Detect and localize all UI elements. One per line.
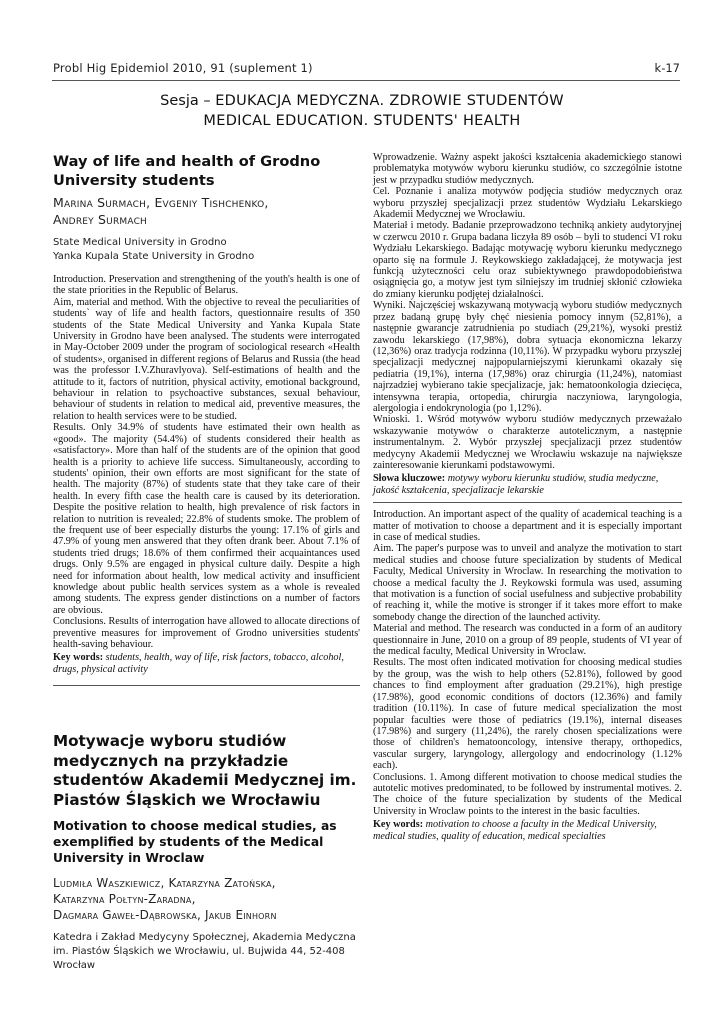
article2-affil-1: Katedra i Zakład Medycyny Społecznej, Akademia Medyczna — [53, 932, 356, 944]
article2-en-conclusions: Conclusions. 1. Among different motivation to choose medical studies the autotelic motives predominated, to be followed by instrumental motives. 2. The choice of the future specialization by students of the Medical University in Wroclaw points to the interest in the basic faculties. — [373, 771, 682, 817]
article2-subtitle: Motivation to choose medical studies, as exemplified by students of the Medical University in Wroclaw — [53, 819, 337, 866]
article2-authors-line2: Katarzyna Połtyn-Zaradna, — [53, 892, 196, 907]
article2-pl-method: Materiał i metody. Badanie przeprowadzono techniką ankiety audytoryjnej w czerwcu 2010 r. Grupa badana liczyła 89 osób – byli to studenci VI roku Wydziału Lekarskiego. Badając motywację wyboru kierunku medycznego oparto się na formule J. Reykowskiego zakładającej, że motywacja jest funkcją użyteczności celu oraz subiektywnego prawdopodobieństwa osiągnięcia go, a motyw jest tym silniejszy im trudniej skłonić człowieka do zmiany kierunku podjętej działalności. — [373, 220, 682, 300]
article1-conclusions: Conclusions. Results of interrogation have allowed to allocate directions of preventive measures for improvement of Grodno universities students' health-saving behaviour. — [53, 616, 360, 650]
article2-pl-keywords-label: Słowa kluczowe: — [373, 473, 446, 485]
left-column — [53, 152, 360, 973]
article1-keywords-label: Key words: — [53, 652, 104, 664]
article2-pl-aim: Cel. Poznanie i analiza motywów podjęcia studiów medycznych oraz wyboru przyszłej specjalizacji przez studentów Wydziału Lekarskiego Akademii Medycznej we Wrocławiu. — [373, 186, 682, 221]
article2-heading-block — [53, 732, 360, 973]
article1-results: Results. Only 34.9% of students have estimated their own health as «good». The majority (54.4%) of students considered their health as «satisfactory». More than half of the students are of the opinion that good health is a priority to achieve life success. Simultaneously, according to students' opinion, their own efforts are most significant for the state of health. The majority (87%) of students state that they take care of their health. In every fifth case the health care is caused by its deterioration. Despite the positive relation to health, high prevalence of risk factors in relation to nutrition is revealed; 22.8% of students smoke. The problem of the frequent use of beer especially disturbs the young: 17.1% of girls and 47.9% of young men answered that they often drank beer. About 7.1% of students tried drugs; 18.6% of them confirmed their acquaintances used drugs. Only 9.5% are engaged in physical culture daily. Despite a high need for information about health, low medical activity and insufficient knowledge about public health services system as a whole is revealed among students. The express gender distinctions on a number of factors are obvious. — [53, 422, 360, 616]
article1-abstract — [53, 274, 360, 675]
article2-title: Motywacje wyboru studiów medycznych na przykładzie studentów Akademii Medycznej im. Piastów Śląskich we Wrocławiu — [53, 732, 357, 809]
article1-aim: Aim, material and method. With the objective to reveal the peculiarities of students` way of life and health factors, questionnaire results of 350 students of the State Medical University and Yanka Kupala State University in Grodno have been analysed. The students were interrogated in May-October 2009 under the program of sociological research «Health of students», organised in different regions of Belarus and Russia (the head was the professor I.V.Zhuravlyova). Self-estimations of health and the attitude to it, factors of nutrition, physical activity, emotional background, behaviour in relation to psychoactive substances, sexual behaviour, behaviour of students in relation to medical aid, preventive measures, the relation to health services were to be studied. — [53, 296, 360, 422]
article2-authors-line3: Dagmara Gaweł-Dąbrowska, Jakub Einhorn — [53, 908, 277, 923]
article2-en-results: Results. The most often indicated motivation for choosing medical studies by the group, was the wish to help others (52.81%), followed by good chances to find employment after graduation (29.21%), high prestige (17.98%), good economic conditions of doctors (12.36%) and family tradition (10.11%). In case of future medical specialization the most popular faculties were those of pediatrics (19.1%), internal diseases (17.98%) and surgery (11,24%), the rarely chosen specializations were those of children's hematooncology, intensive therapy, orthopedics, vascular surgery, laryngology, allergology and endocrinology (1.12% each). — [373, 657, 682, 772]
article1-keywords — [53, 652, 360, 675]
article1-title: Way of life and health of Grodno University students — [53, 153, 321, 189]
article1-keywords-text: students, health, way of life, risk factors, tobacco, alcohol, drugs, physical activity — [53, 652, 344, 675]
article-divider-left — [53, 685, 360, 686]
header-divider — [52, 80, 680, 81]
session-title-pl: EDUKACJA MEDYCZNA. ZDROWIE STUDENTÓW — [215, 93, 564, 109]
article2-en-method: Material and method. The research was conducted in a form of an auditory questionnaire in June, 2010 on a group of 89 people, students of VI year of the medical faculty, Medical University in Wroclaw. — [373, 623, 682, 658]
language-divider — [373, 502, 682, 503]
article2-pl-results: Wyniki. Najczęściej wskazywaną motywacją wyboru studiów medycznych przez badaną grupę były chęć niesienia pomocy innym (52,81%), a następnie gwarancje zatrudnienia po studiach (29,21%), wysoki prestiż zawodu lekarskiego (17,98%), dobra sytuacja ekonomiczna lekarzy (12,36%) oraz tradycja rodzinna (10,11%). W przypadku wyboru przyszłej specjalizacji medycznej najpopularniejszymi kierunkami okazały się pediatria (19,1%), interna (17,98%) oraz chirurgia (11,24%), natomiast najrzadziej wybierano takie specjalizacje, jak: hematoonkologia dziecięca, intensywna terapia, ortopedia, chirurgia naczyniowa, laryngologia, alergologia i endokrynologia (po 1,12%). — [373, 300, 682, 414]
article1-affil-2: Yanka Kupala State University in Grodno — [53, 251, 255, 262]
article2-en-aim: Aim. The paper's purpose was to unveil and analyze the motivation to start medical studies and choose future specialization by students of Medical Faculty, Medical University in Wroclaw. In researching the motivation to choose a medical faculty the J. Reykowski formula was used, assuming that motivation is a function of social usefulness and subjective probability of reaching it, while the motive is stronger if it takes more effort to make somebody change the direction of the launched activity. — [373, 543, 682, 623]
article1-introduction: Introduction. Preservation and strengthening of the youth's health is one of the state priorities in the Republic of Belarus. — [53, 274, 360, 297]
article2-authors-line1: Ludmiła Waszkiewicz, Katarzyna Zatońska, — [53, 876, 276, 891]
article2-pl-introduction: Wprowadzenie. Ważny aspekt jakości kształcenia akademickiego stanowi problematyka motywów wyboru kierunku studiów, co szczególnie istotne jest w przypadku studiów medycznych. — [373, 152, 682, 186]
article2-authors — [53, 875, 360, 923]
session-prefix: Sesja – — [160, 93, 216, 109]
session-heading — [0, 91, 724, 131]
article2-pl-keywords — [373, 473, 682, 496]
running-header-journal: Probl Hig Epidemiol 2010, 91 (suplement 1) — [53, 61, 313, 75]
page-number: k-17 — [654, 61, 680, 75]
article1-authors-line1: Marina Surmach, Evgeniy Tishchenko, — [53, 195, 269, 210]
article2-en-keywords — [373, 819, 682, 842]
article1-authors-line2: Andrey Surmach — [53, 212, 148, 227]
article2-pl-conclusions: Wnioski. 1. Wśród motywów wyboru studiów medycznych przeważało wskazywanie motywów o charakterze autotelicznym, a następnie instrumentalnym. 2. Wybór przyszłej specjalizacji przez studentów medycyny Akademii Medycznej we Wrocławiu wskazuje na największe zainteresowanie kierunkami podstawowymi. — [373, 414, 682, 471]
article2-affil-2: im. Piastów Śląskich we Wrocławiu, ul. Bujwida 44, 52-408 Wrocław — [53, 946, 345, 972]
article1-affil-1: State Medical University in Grodno — [53, 237, 227, 248]
article2-pl-keywords-text: motywy wyboru kierunku studiów, studia medyczne, jakość kształcenia, specjalizacje lekarskie — [373, 473, 659, 496]
article1-authors — [53, 194, 360, 228]
article2-en-keywords-label: Key words: — [373, 819, 424, 831]
article2-affiliation — [53, 931, 360, 973]
session-title-en: MEDICAL EDUCATION. STUDENTS' HEALTH — [203, 113, 521, 129]
article2-en-introduction: Introduction. An important aspect of the quality of academical teaching is a matter of motivation to choose a department and it is especially important in case of medical studies. — [373, 509, 682, 543]
article2-en-keywords-text: motivation to choose a faculty in the Medical University, medical studies, quality of education, medical specialties — [373, 819, 657, 842]
article1-affiliations — [53, 236, 360, 264]
right-column — [373, 152, 682, 842]
